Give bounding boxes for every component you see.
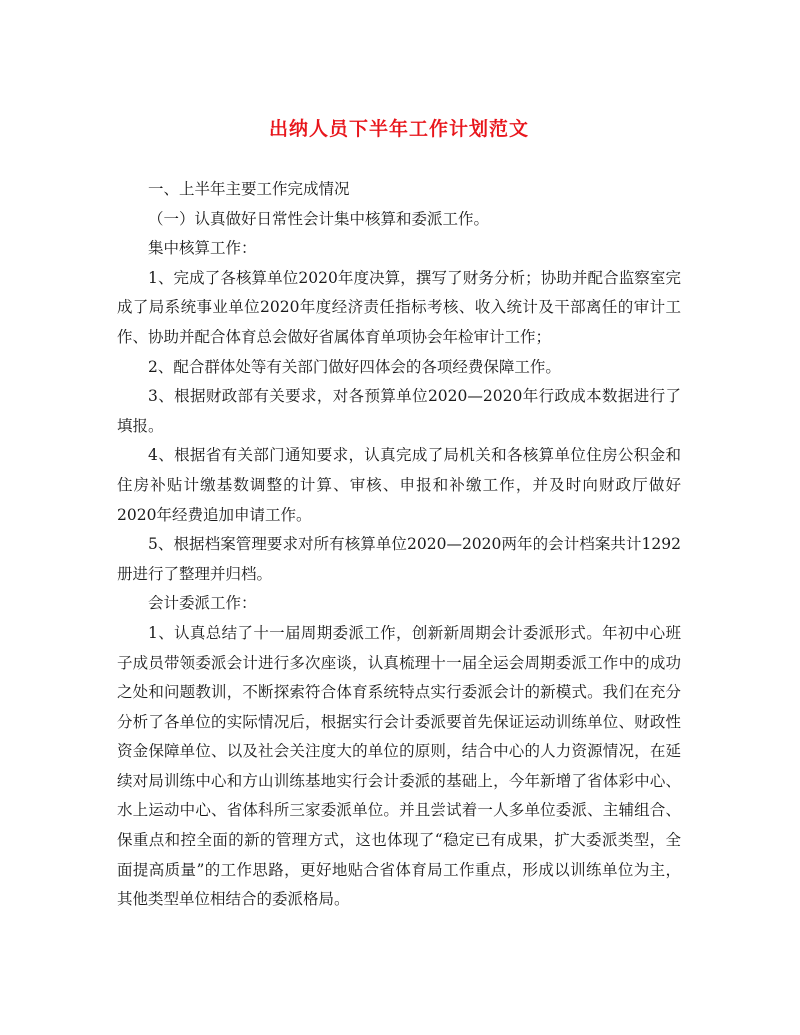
subheading-accounting-assignment: 会计委派工作：: [148, 594, 257, 613]
paragraph-item-5: 5、根据档案管理要求对所有核算单位2020—2020两年的会计档案共计1292册进行了整理并归档。: [117, 535, 681, 583]
subsection-heading-1: （一）认真做好日常性会计集中核算和委派工作。: [148, 209, 490, 228]
document-title: 出纳人员下半年工作计划范文: [268, 118, 529, 140]
paragraph-item-2: 2、配合群体处等有关部门做好四体会的各项经费保障工作。: [148, 357, 561, 376]
paragraph-item-1: 1、完成了各核算单位2020年度决算，撰写了财务分析；协助并配合监察室完成了局系统事业单位2020年度经济责任指标考核、收入统计及干部离任的审计工作、协助并配合体育总会做好省属体育单项协会年检审计工作；: [117, 268, 681, 346]
document-body: [117, 175, 681, 915]
subheading-centralized-accounting: 集中核算工作：: [148, 239, 257, 258]
paragraph-item-3: 3、根据财政部有关要求，对各预算单位2020—2020年行政成本数据进行了填报。: [117, 387, 681, 435]
paragraph-assignment-1: 1、认真总结了十一届周期委派工作，创新新周期会计委派形式。年初中心班子成员带领委派会计进行多次座谈，认真梳理十一届全运会周期委派工作中的成功之处和问题教训，不断探索符合体育系统特点实行委派会计的新模式。我们在充分分析了各单位的实际情况后，根据实行会计委派要首先保证运动训练单位、财政性资金保障单位、以及社会关注度大的单位的原则，结合中心的人力资源情况，在延续对局训练中心和方山训练基地实行会计委派的基础上，今年新增了省体彩中心、水上运动中心、省体科所三家委派单位。并且尝试着一人多单位委派、主辅组合、保重点和控全面的新的管理方式，这也体现了“稳定已有成果，扩大委派类型，全面提高质量”的工作思路，更好地贴合省体育局工作重点，形成以训练单位为主，其他类型单位相结合的委派格局。: [117, 623, 681, 909]
paragraph-item-4: 4、根据省有关部门通知要求，认真完成了局机关和各核算单位住房公积金和住房补贴计缴基数调整的计算、审核、申报和补缴工作，并及时向财政厅做好2020年经费追加申请工作。: [117, 446, 681, 524]
section-heading-1: 一、上半年主要工作完成情况: [148, 180, 350, 198]
